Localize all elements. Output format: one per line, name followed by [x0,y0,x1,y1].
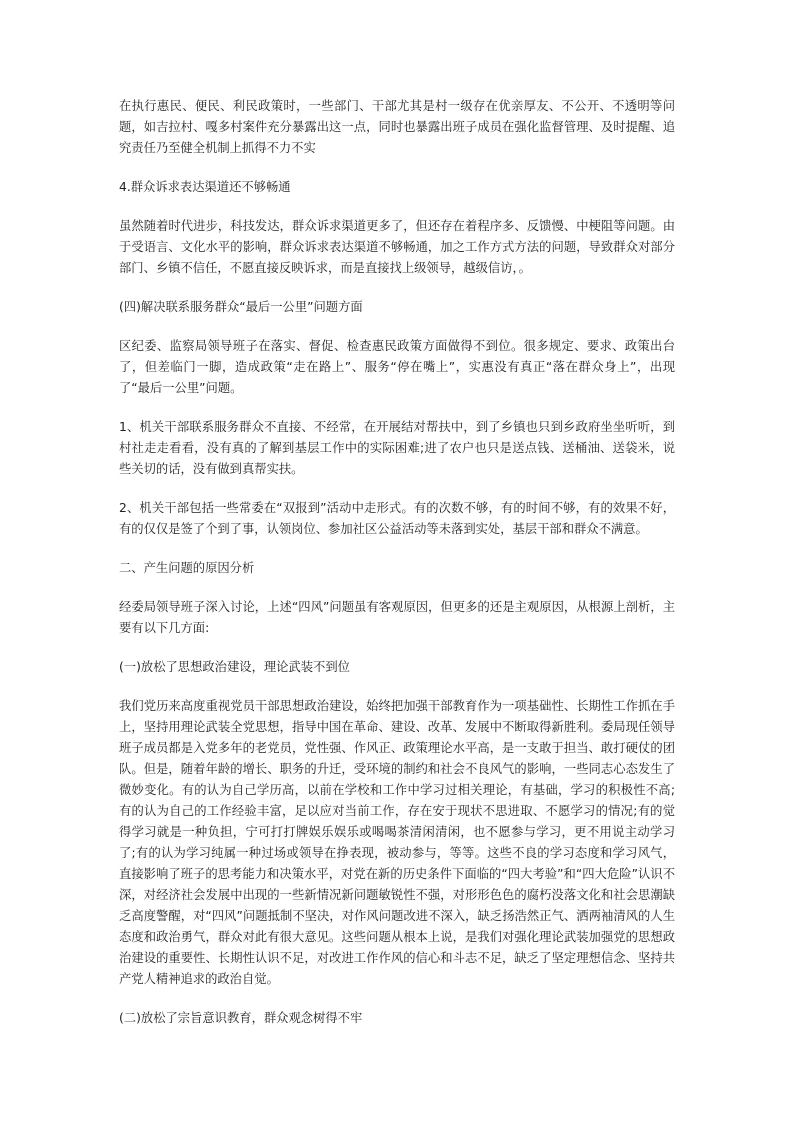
document-body [119,96,675,1029]
paragraph: 2、机关干部包括一些常委在“双报到”活动中走形式。有的次数不够，有的时间不够，有的效果不好，有的仅仅是签了个到了事，认领岗位、参加社区公益活动等未落到实处，基层干部和群众不满意。 [119,501,675,536]
section-heading: (二)放松了宗旨意识教育，群众观念树得不牢 [119,1011,363,1025]
section-heading: (四)解决联系服务群众“最后一公里”问题方面 [119,300,363,314]
section-heading: 二、产生问题的原因分析 [119,561,255,575]
paragraph: 区纪委、监察局领导班子在落实、督促、检查惠民政策方面做得不到位。很多规定、要求、政策出台了，但差临门一脚，造成政策“走在路上”、服务“停在嘴上”，实惠没有真正“落在群众身上”，出现了“最后一公里”问题。 [119,339,675,395]
section-heading: (一)放松了思想政治建设，理论武装不到位 [119,660,350,674]
paragraph: 在执行惠民、便民、利民政策时，一些部门、干部尤其是村一级存在优亲厚友、不公开、不透明等问题，如吉拉村、嘎多村案件充分暴露出这一点，同时也暴露出班子成员在强化监督管理、及时提醒、追究责任乃至健全机制上抓得不力不实 [119,99,675,155]
paragraph: 1、机关干部联系服务群众不直接、不经常，在开展结对帮扶中，到了乡镇也只到乡政府坐坐听听，到村社走走看看，没有真的了解到基层工作中的实际困难;进了农户也只是送点钱、送桶油、送袋米，说些关切的话，没有做到真帮实扶。 [119,420,675,476]
section-heading: 4.群众诉求表达渠道还不够畅通 [119,180,291,194]
paragraph: 经委局领导班子深入讨论，上述“四风”问题虽有客观原因，但更多的还是主观原因，从根源上剖析，主要有以下几方面: [119,600,675,635]
paragraph: 我们党历来高度重视党员干部思想政治建设，始终把加强干部教育作为一项基础性、长期性工作抓在手上，坚持用理论武装全党思想，指导中国在革命、建设、改革、发展中不断取得新胜利。委局现任领导班子成员都是入党多年的老党员，党性强、作风正、政策理论水平高，是一支敢于担当、敢打硬仗的团队。但是，随着年龄的增长、职务的升迁，受环境的制约和社会不良风气的影响，一些同志心态发生了微妙变化。有的认为自己学历高，以前在学校和工作中学习过相关理论，有基础，学习的积极性不高;有的认为自己的工作经验丰富，足以应对当前工作，存在安于现状不思进取、不愿学习的情况;有的觉得学习就是一种负担，宁可打打牌娱乐娱乐或喝喝茶清闲清闲，也不愿参与学习，更不用说主动学习了;有的认为学习纯属一种过场或领导在挣表现，被动参与，等等。这些不良的学习态度和学习风气，直接影响了班子的思考能力和决策水平，对党在新的历史条件下面临的“四大考验”和“四大危险”认识不深，对经济社会发展中出现的一些新情况新问题敏锐性不强，对形形色色的腐朽没落文化和社会思潮缺乏高度警醒，对“四风”问题抵制不坚决，对作风问题改进不深入，缺乏扬浩然正气、洒两袖清风的人生态度和政治勇气，群众对此有很大意见。这些问题从根本上说，是我们对强化理论武装加强党的思想政治建设的重要性、长期性认识不足，对改进工作作风的信心和斗志不足，缺乏了坚定理想信念、坚持共产党人精神追求的政治自觉。 [119,699,675,986]
paragraph: 虽然随着时代进步，科技发达，群众诉求渠道更多了，但还存在着程序多、反馈慢、中梗阻等问题。由于受语言、文化水平的影响，群众诉求表达渠道不够畅通，加之工作方式方法的问题，导致群众对部分部门、乡镇不信任，不愿直接反映诉求，而是直接找上级领导，越级信访，。 [119,219,675,275]
